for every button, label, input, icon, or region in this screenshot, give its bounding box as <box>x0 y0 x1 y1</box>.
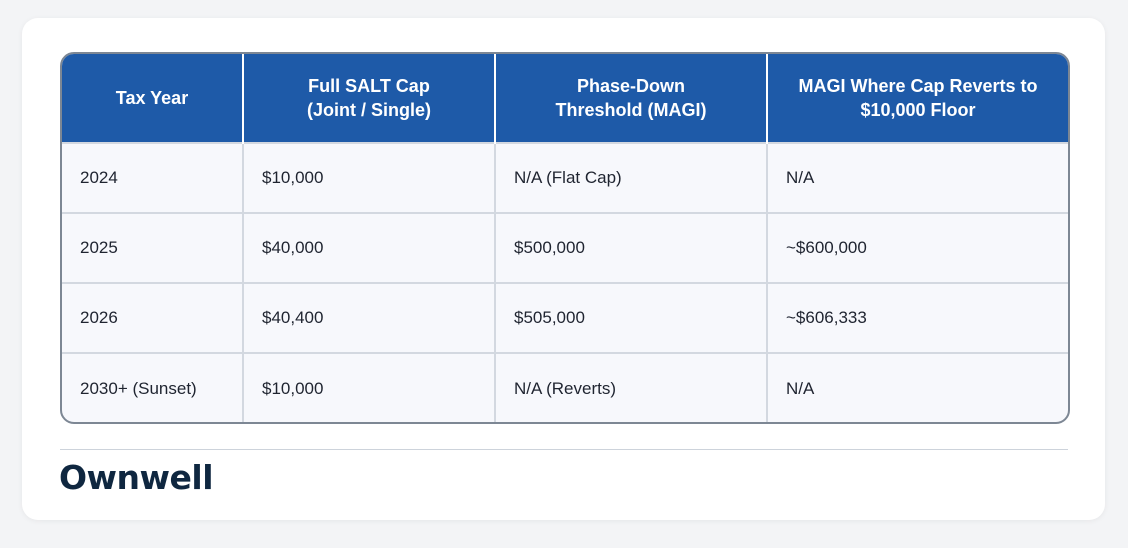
cell-magi-reverts: ~$600,000 <box>767 213 1068 283</box>
header-line: MAGI Where Cap Reverts to <box>798 76 1038 96</box>
cell-tax-year: 2024 <box>62 143 243 213</box>
header-line: Phase-Down <box>576 76 686 96</box>
cell-magi-reverts: N/A <box>767 143 1068 213</box>
table-row <box>62 213 1068 283</box>
header-line: Threshold (MAGI) <box>555 100 707 120</box>
header-line: Tax Year <box>115 88 189 108</box>
header-tax-year <box>62 54 243 143</box>
table-row <box>62 283 1068 353</box>
cell-phase-down-threshold: $505,000 <box>495 283 767 353</box>
header-line: (Joint / Single) <box>307 100 431 120</box>
footer-divider <box>60 449 1068 450</box>
header-magi-reverts <box>767 54 1068 143</box>
cell-tax-year: 2026 <box>62 283 243 353</box>
ownwell-logo: Ownwell <box>59 458 214 497</box>
table-row <box>62 353 1068 423</box>
cell-phase-down-threshold: $500,000 <box>495 213 767 283</box>
header-line: $10,000 Floor <box>860 100 976 120</box>
table-header-row <box>62 54 1068 143</box>
cell-phase-down-threshold: N/A (Reverts) <box>495 353 767 423</box>
cell-tax-year: 2025 <box>62 213 243 283</box>
cell-full-salt-cap: $10,000 <box>243 143 495 213</box>
header-phase-down-threshold <box>495 54 767 143</box>
header-full-salt-cap <box>243 54 495 143</box>
cell-phase-down-threshold: N/A (Flat Cap) <box>495 143 767 213</box>
table-row <box>62 143 1068 213</box>
header-line: Full SALT Cap <box>308 76 430 96</box>
cell-full-salt-cap: $10,000 <box>243 353 495 423</box>
cell-tax-year: 2030+ (Sunset) <box>62 353 243 423</box>
cell-full-salt-cap: $40,400 <box>243 283 495 353</box>
cell-magi-reverts: ~$606,333 <box>767 283 1068 353</box>
cell-full-salt-cap: $40,000 <box>243 213 495 283</box>
salt-cap-table <box>62 54 1068 423</box>
content-card <box>22 18 1105 520</box>
salt-cap-table-container <box>60 52 1070 424</box>
cell-magi-reverts: N/A <box>767 353 1068 423</box>
